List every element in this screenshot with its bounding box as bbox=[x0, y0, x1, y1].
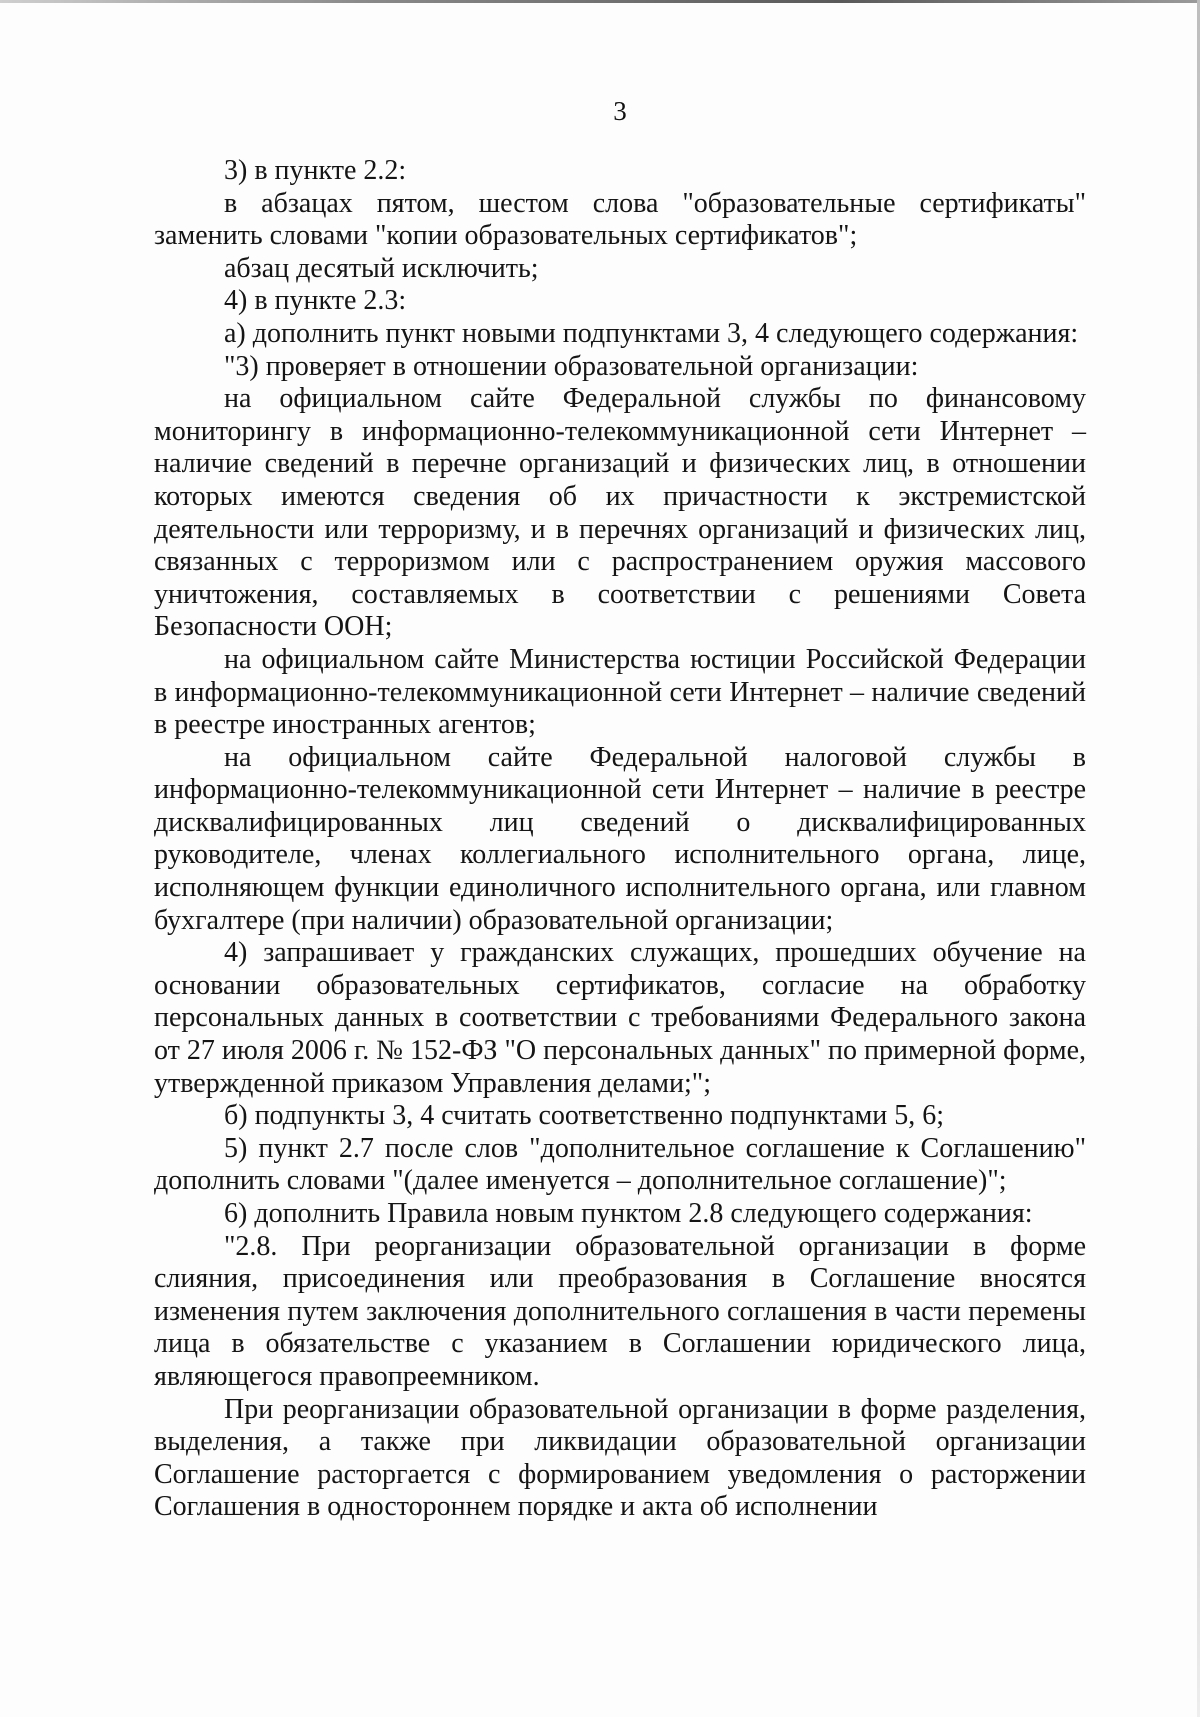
paragraph: 3) в пункте 2.2: bbox=[224, 155, 407, 186]
document-body bbox=[154, 155, 1086, 1524]
paragraph: а) дополнить пункт новыми подпунктами 3, 4 следующего содержания: bbox=[224, 317, 1079, 349]
paragraph: абзац десятый исключить; bbox=[224, 252, 539, 284]
paragraph: 5) пункт 2.7 после слов "дополнительное соглашение к Соглашению" дополнить словами "(далее именуется – дополнительное соглашение)"; bbox=[154, 1132, 1086, 1197]
paragraph: на официальном сайте Министерства юстиции Российской Федерации в информационно-телекоммуникационной сети Интернет – наличие сведений в реестре иностранных агентов; bbox=[154, 643, 1086, 741]
paragraph: 6) дополнить Правила новым пунктом 2.8 следующего содержания: bbox=[224, 1198, 1033, 1229]
paragraph: "3) проверяет в отношении образовательной организации: bbox=[224, 350, 919, 382]
paragraph: 4) запрашивает у гражданских служащих, прошедших обучение на основании образовательных сертификатов, согласие на обработку персональных данных в соответствии с требованиями Федерального закона от 27 июля 2006 г. № 152-ФЗ "О персональных данных" по примерной форме, утвержденной приказом Управления делами;"; bbox=[154, 937, 1086, 1099]
paragraph: б) подпункты 3, 4 считать соответственно подпунктами 5, 6; bbox=[224, 1100, 945, 1132]
page-number: 3 bbox=[613, 96, 627, 126]
paragraph: на официальном сайте Федеральной налоговой службы в информационно-телекоммуникационной сети Интернет – наличие в реестре дисквалифицированных лиц сведений о дисквалифицированных руководителе, членах коллегиального исполнительного органа, лице, исполняющем функции единоличного исполнительного органа, или главном бухгалтере (при наличии) образовательной организации; bbox=[154, 741, 1086, 936]
paragraph: "2.8. При реорганизации образовательной организации в форме слияния, присоединения или преобразования в Соглашение вносятся изменения путем заключения дополнительного соглашения в части перемены лица в обязательстве с указанием в Соглашении юридического лица, являющегося правопреемником. bbox=[154, 1230, 1086, 1392]
paragraph: в абзацах пятом, шестом слова "образовательные сертификаты" заменить словами "копии образовательных сертификатов"; bbox=[154, 187, 1086, 252]
paragraph: При реорганизации образовательной организации в форме разделения, выделения, а также при ликвидации образовательной организации Соглашение расторгается с формированием уведомления о расторжении Соглашения в одностороннем порядке и акта об исполнении bbox=[154, 1393, 1086, 1523]
paragraph: на официальном сайте Федеральной службы по финансовому мониторингу в информационно-телекоммуникационной сети Интернет – наличие сведений в перечне организаций и физических лиц, в отношении которых имеются сведения об их причастности к экстремистской деятельности или терроризму, и в перечнях организаций и физических лиц, связанных с терроризмом или с распространением оружия массового уничтожения, составляемых в соответствии с решениями Совета Безопасности ООН; bbox=[154, 383, 1086, 643]
scan-top-edge bbox=[0, 0, 1200, 3]
paragraph: 4) в пункте 2.3: bbox=[224, 285, 407, 317]
